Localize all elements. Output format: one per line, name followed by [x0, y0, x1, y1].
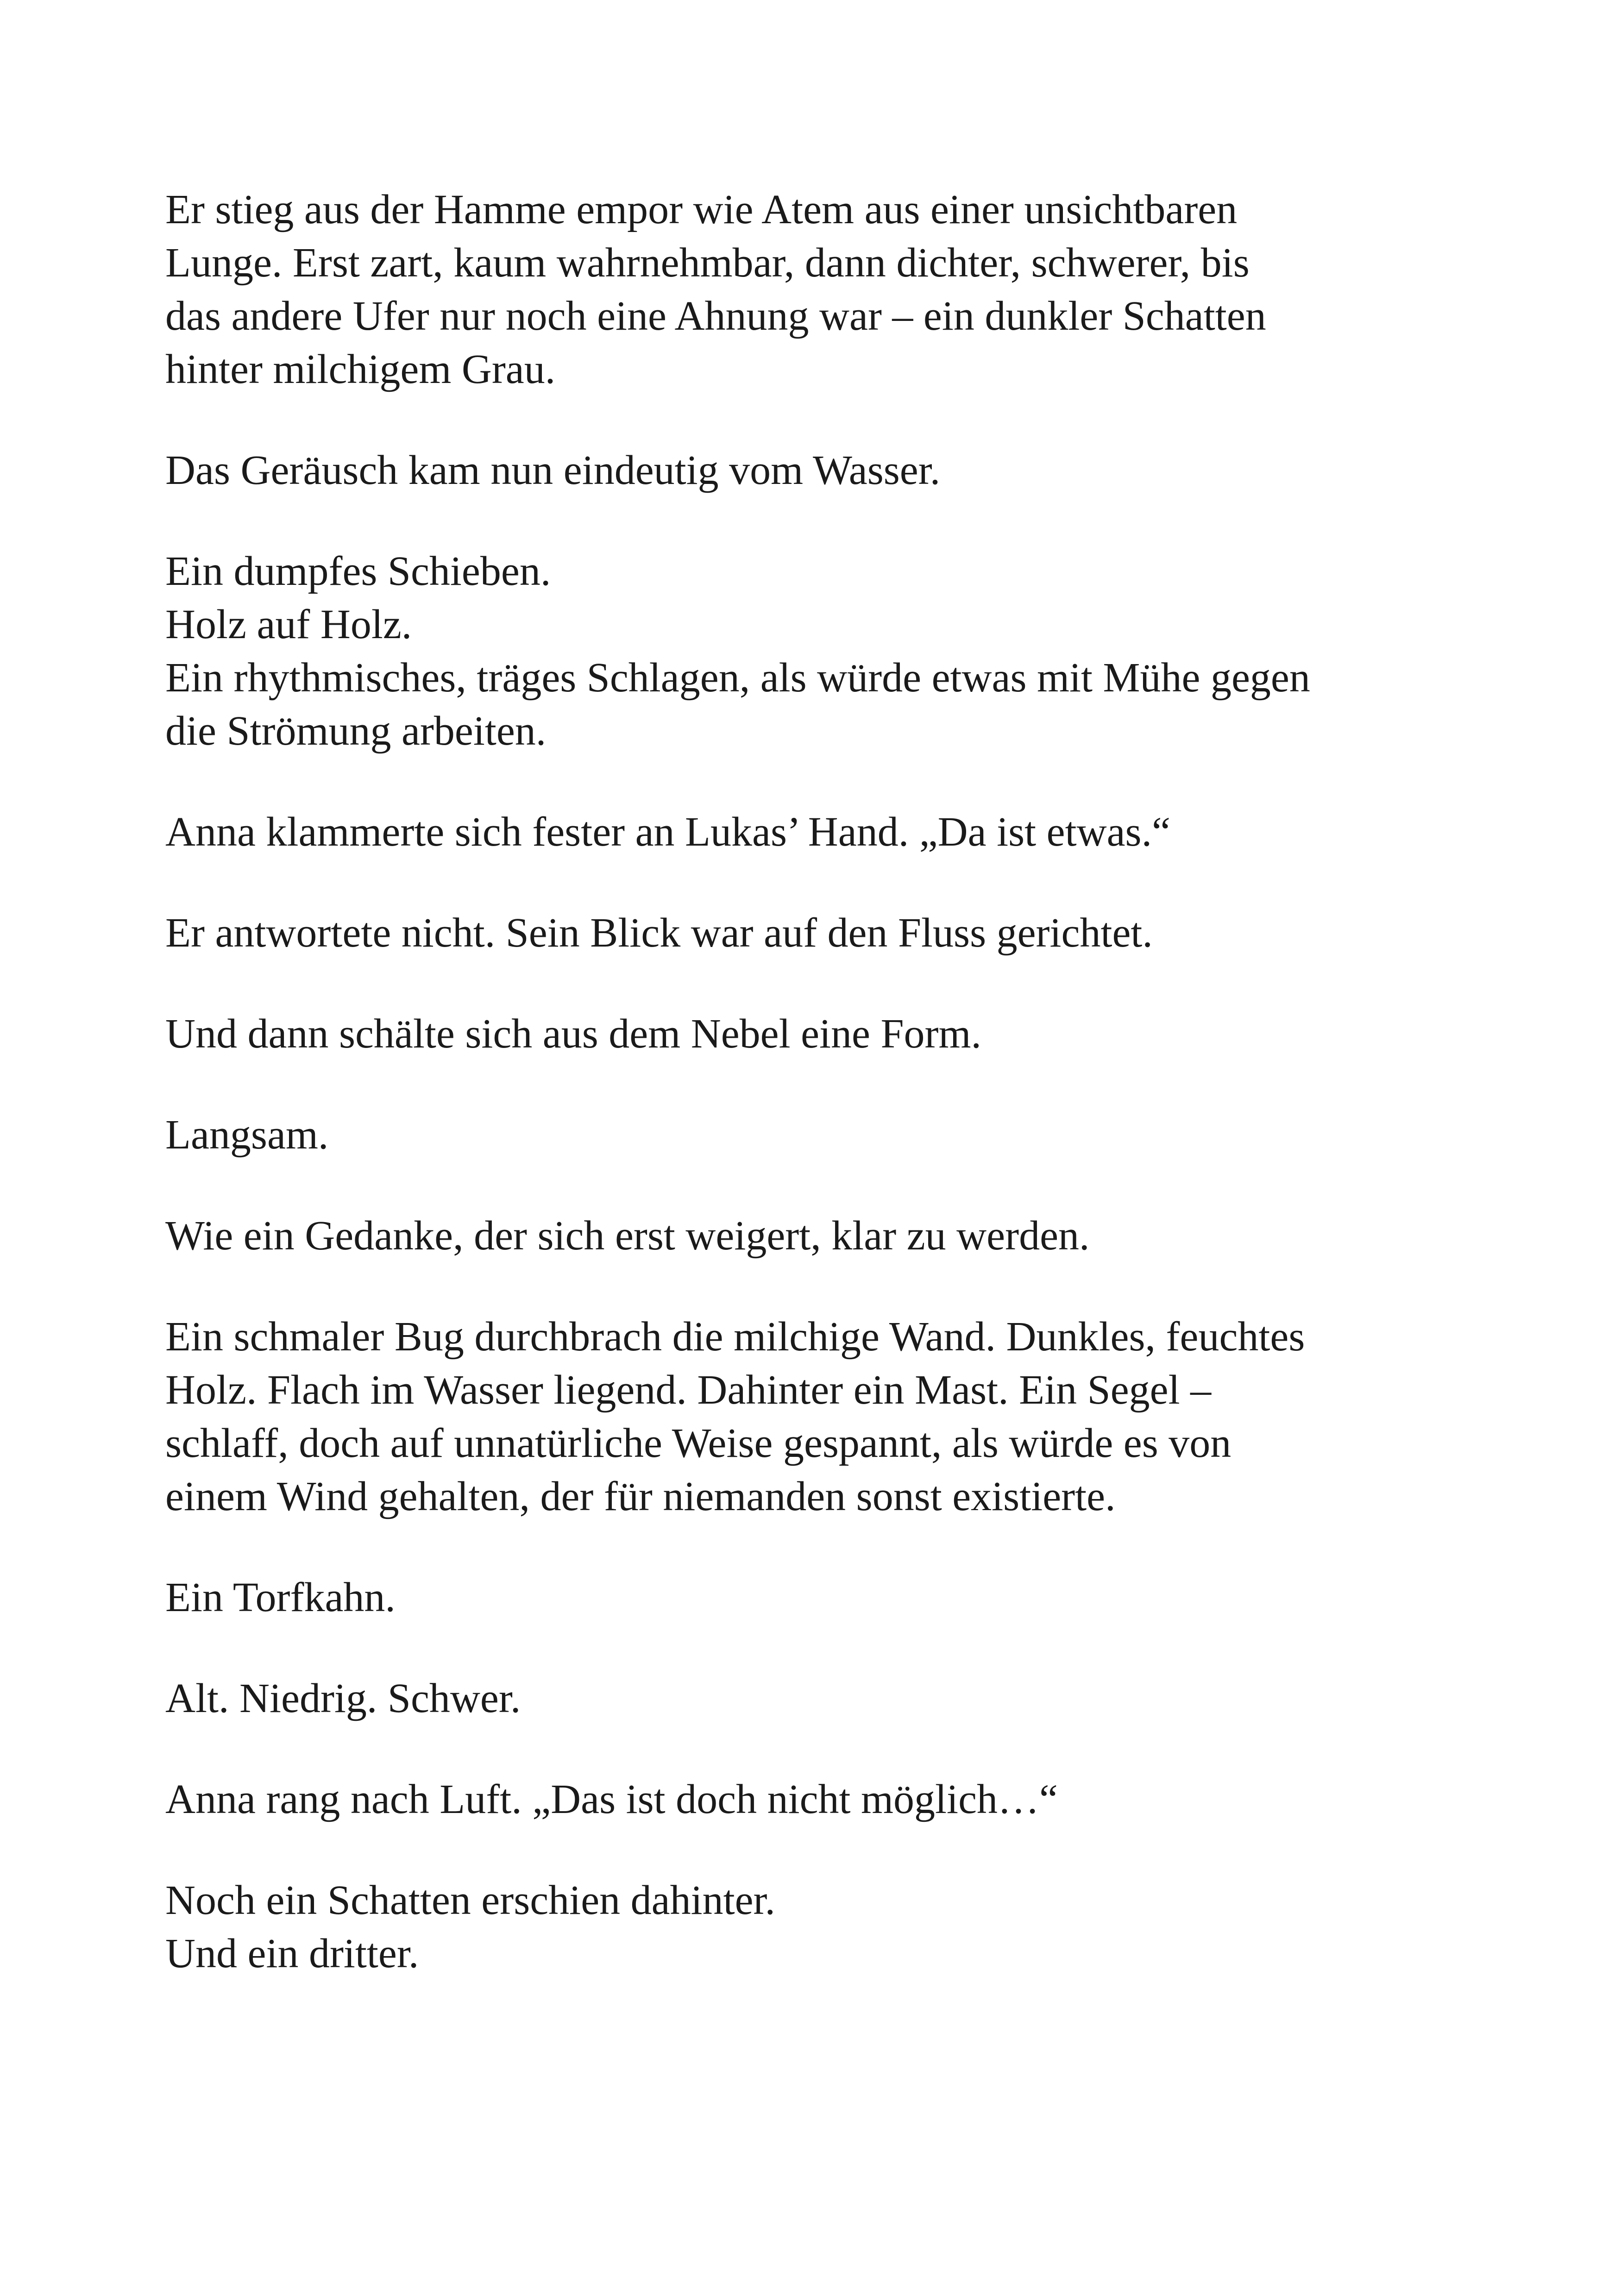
paragraph-11: Alt. Niedrig. Schwer.	[165, 1675, 521, 1721]
paragraph-12: Anna rang nach Luft. „Das ist doch nicht möglich…“	[165, 1776, 1058, 1822]
paragraph-13: Noch ein Schatten erschien dahinter. Und ein dritter.	[165, 1877, 776, 1976]
paragraph-8: Wie ein Gedanke, der sich erst weigert, klar zu werden.	[165, 1213, 1090, 1259]
paragraph-6: Und dann schälte sich aus dem Nebel eine Form.	[165, 1011, 982, 1057]
paragraph-10: Ein Torfkahn.	[165, 1575, 396, 1620]
paragraph-4: Anna klammerte sich fester an Lukas’ Hand. „Da ist etwas.“	[165, 809, 1171, 855]
paragraph-7: Langsam.	[165, 1112, 329, 1158]
body-text	[165, 183, 1471, 1980]
paragraph-9: Ein schmaler Bug durchbrach die milchige Wand. Dunkles, feuchtes Holz. Flach im Wasser liegend. Dahinter ein Mast. Ein Segel – schlaff, doch auf unnatürliche Weise gespannt, als würde es von einem Wind gehalten, der für niemanden sonst existierte.	[165, 1314, 1305, 1519]
paragraph-1: Er stieg aus der Hamme empor wie Atem aus einer unsichtbaren Lunge. Erst zart, kaum wahrnehmbar, dann dichter, schwerer, bis das andere Ufer nur noch eine Ahnung war – ein dunkler Schatten hinter milchigem Grau.	[165, 187, 1266, 392]
paragraph-2: Das Geräusch kam nun eindeutig vom Wasser.	[165, 447, 941, 493]
paragraph-5: Er antwortete nicht. Sein Blick war auf den Fluss gerichtet.	[165, 910, 1153, 956]
paragraph-3: Ein dumpfes Schieben. Holz auf Holz. Ein rhythmisches, träges Schlagen, als würde etwas mit Mühe gegen die Strömung arbeiten.	[165, 548, 1310, 754]
